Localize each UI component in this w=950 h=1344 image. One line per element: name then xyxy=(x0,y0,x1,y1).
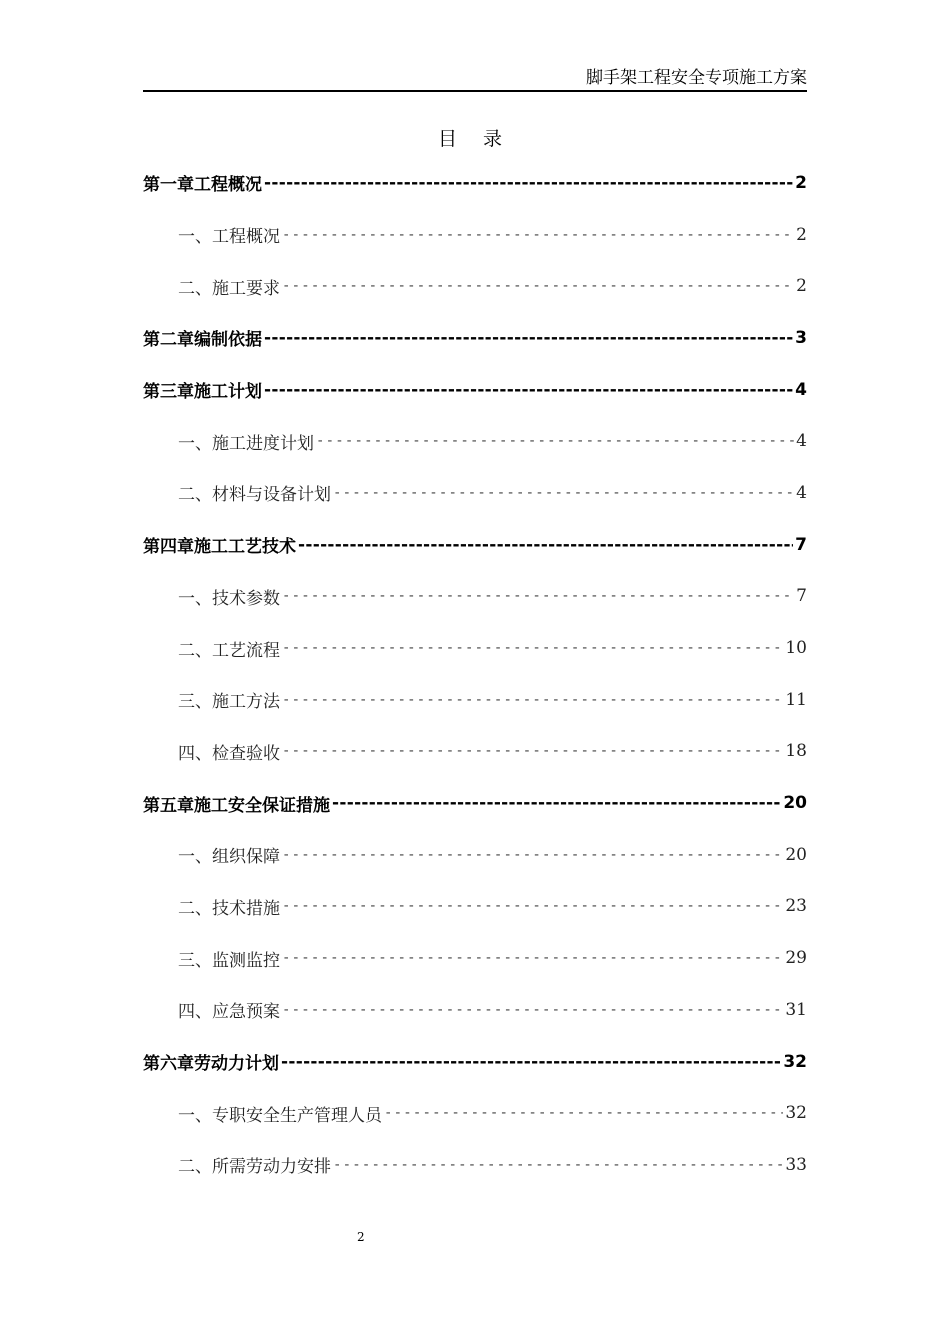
toc-section[interactable] xyxy=(143,622,807,674)
toc-number: 一、 xyxy=(178,847,212,868)
toc-number: 第三章 xyxy=(143,382,194,403)
toc-section[interactable] xyxy=(143,726,807,778)
toc-page-number: 7 xyxy=(796,586,807,607)
toc-page-number: 20 xyxy=(785,844,807,865)
toc-page-number: 23 xyxy=(785,896,807,917)
toc-leader xyxy=(333,1157,783,1173)
toc-leader xyxy=(298,535,793,555)
toc-label: 施工工艺技术 xyxy=(194,537,296,558)
toc-label: 施工进度计划 xyxy=(212,433,314,454)
toc-label: 应急预案 xyxy=(212,1002,280,1023)
toc-leader xyxy=(282,588,794,604)
toc-number: 二、 xyxy=(178,898,212,919)
toc-leader xyxy=(264,173,793,193)
toc-page-number: 2 xyxy=(796,224,807,245)
toc-number: 一、 xyxy=(178,588,212,609)
toc-chapter[interactable] xyxy=(143,312,807,364)
toc-number: 一、 xyxy=(178,433,212,454)
toc-page-number: 11 xyxy=(785,689,807,710)
toc-leader xyxy=(282,227,794,243)
toc-label: 专职安全生产管理人员 xyxy=(212,1105,382,1126)
toc-section[interactable] xyxy=(143,1139,807,1191)
toc-label: 工艺流程 xyxy=(212,640,280,661)
toc-label: 工程概况 xyxy=(194,175,262,196)
page-header xyxy=(143,66,807,92)
toc-leader xyxy=(332,793,781,813)
toc-section[interactable] xyxy=(143,932,807,984)
page-number-footer: 2 xyxy=(357,1230,365,1244)
toc-leader xyxy=(264,328,793,348)
toc-number: 二、 xyxy=(178,485,212,506)
toc-label: 技术参数 xyxy=(212,588,280,609)
toc-page-number: 2 xyxy=(796,276,807,297)
toc-section[interactable] xyxy=(143,209,807,261)
toc-chapter[interactable] xyxy=(143,1036,807,1088)
toc-page-number: 20 xyxy=(783,793,807,814)
toc-page-number: 18 xyxy=(785,741,807,762)
toc-label: 劳动力计划 xyxy=(194,1054,279,1075)
toc-number: 二、 xyxy=(178,640,212,661)
toc-page-number: 4 xyxy=(796,482,807,503)
toc-label: 所需劳动力安排 xyxy=(212,1157,331,1178)
toc-page-number: 3 xyxy=(795,327,807,348)
toc-label: 组织保障 xyxy=(212,847,280,868)
document-title: 脚手架工程安全专项施工方案 xyxy=(586,68,807,88)
toc-page-number: 2 xyxy=(795,172,807,193)
toc-number: 四、 xyxy=(178,743,212,764)
toc-page-number: 32 xyxy=(783,1051,807,1072)
toc-section[interactable] xyxy=(143,984,807,1036)
toc-section[interactable] xyxy=(143,571,807,623)
toc-number: 第二章 xyxy=(143,330,194,351)
toc-leader xyxy=(282,1002,783,1018)
toc-title: 目 录 xyxy=(437,128,513,150)
toc-label: 施工要求 xyxy=(212,278,280,299)
toc-section[interactable] xyxy=(143,1087,807,1139)
toc-leader xyxy=(384,1105,783,1121)
toc-page-number: 32 xyxy=(785,1103,807,1124)
toc-leader xyxy=(333,485,794,501)
toc-label: 施工方法 xyxy=(212,692,280,713)
toc-number: 四、 xyxy=(178,1002,212,1023)
toc-page-number: 31 xyxy=(785,999,807,1020)
toc-label: 技术措施 xyxy=(212,898,280,919)
toc-leader xyxy=(282,692,783,708)
toc-page-number: 10 xyxy=(785,638,807,659)
toc-page-number: 4 xyxy=(795,379,807,400)
toc-leader xyxy=(316,433,794,449)
toc-number: 三、 xyxy=(178,950,212,971)
toc-page-number: 33 xyxy=(785,1154,807,1175)
toc-number: 三、 xyxy=(178,692,212,713)
toc-chapter[interactable] xyxy=(143,157,807,209)
toc-section[interactable] xyxy=(143,415,807,467)
toc-label: 监测监控 xyxy=(212,950,280,971)
toc-page-number: 29 xyxy=(785,948,807,969)
toc-label: 材料与设备计划 xyxy=(212,485,331,506)
toc-leader xyxy=(282,847,783,863)
toc-leader xyxy=(282,898,783,914)
toc-number: 第四章 xyxy=(143,537,194,558)
toc-label: 检查验收 xyxy=(212,743,280,764)
toc-leader xyxy=(282,278,794,294)
toc-leader xyxy=(264,380,793,400)
toc-number: 一、 xyxy=(178,227,212,248)
toc-number: 一、 xyxy=(178,1105,212,1126)
toc-label: 施工安全保证措施 xyxy=(194,795,330,816)
toc-number: 二、 xyxy=(178,1157,212,1178)
toc-number: 第五章 xyxy=(143,795,194,816)
toc-label: 工程概况 xyxy=(212,227,280,248)
toc-chapter[interactable] xyxy=(143,364,807,416)
toc-leader xyxy=(281,1052,781,1072)
toc-section[interactable] xyxy=(143,260,807,312)
toc-leader xyxy=(282,950,783,966)
toc-leader xyxy=(282,640,783,656)
toc-section[interactable] xyxy=(143,467,807,519)
toc-section[interactable] xyxy=(143,829,807,881)
toc-number: 二、 xyxy=(178,278,212,299)
toc-page-number: 4 xyxy=(796,431,807,452)
toc-chapter[interactable] xyxy=(143,777,807,829)
toc-section[interactable] xyxy=(143,881,807,933)
toc-label: 编制依据 xyxy=(194,330,262,351)
toc-page-number: 7 xyxy=(795,534,807,555)
toc-section[interactable] xyxy=(143,674,807,726)
toc-chapter[interactable] xyxy=(143,519,807,571)
table-of-contents xyxy=(143,157,807,1191)
toc-number: 第一章 xyxy=(143,175,194,196)
toc-label: 施工计划 xyxy=(194,382,262,403)
toc-leader xyxy=(282,743,783,759)
toc-number: 第六章 xyxy=(143,1054,194,1075)
